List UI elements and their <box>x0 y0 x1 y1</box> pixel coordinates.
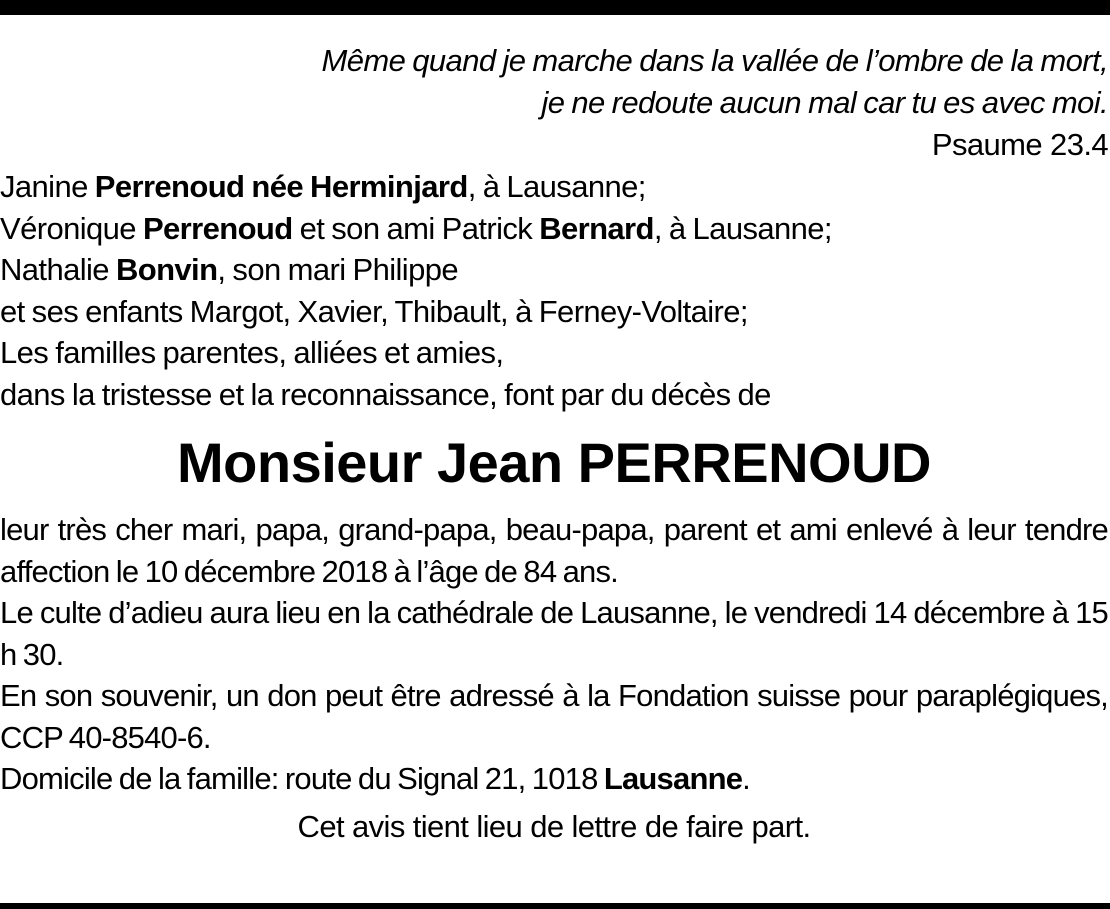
family-line <box>0 208 1108 250</box>
family-text: , à Lausanne; <box>467 169 646 204</box>
address-end: . <box>742 761 750 796</box>
family-text: , à Lausanne; <box>653 210 832 246</box>
family-text: Véronique <box>0 210 143 246</box>
family-list <box>0 166 1108 415</box>
notice-body <box>0 509 1108 800</box>
family-surname: Perrenoud <box>142 210 293 246</box>
family-text: Les familles parentes, alliées et amies, <box>0 335 504 370</box>
scripture-reference: Psaume 23.4 <box>931 127 1108 162</box>
family-line <box>0 249 1108 291</box>
scripture-quote <box>0 40 1108 124</box>
top-rule <box>0 0 1110 15</box>
bottom-rule <box>0 903 1110 909</box>
quote-line-1: Même quand je marche dans la vallée de l’ombre de la mort, <box>321 43 1108 78</box>
family-text: Nathalie <box>0 252 116 287</box>
closing-note: Cet avis tient lieu de lettre de faire part. <box>297 808 811 844</box>
family-text: dans la tristesse et la reconnaissance, font par du décès de <box>0 376 771 412</box>
address-text: Domicile de la famille: route du Signal 21, 1018 <box>0 761 604 796</box>
family-surname: Perrenoud née Herminjard <box>94 169 468 204</box>
family-text: , son mari Philippe <box>217 252 459 287</box>
body-paragraph-4 <box>0 758 1108 800</box>
body-paragraph-3: En son souvenir, un don peut être adressé à la Fondation suisse pour paraplégiques, CCP 40-8540-6. <box>0 678 1108 755</box>
family-text: Janine <box>0 169 95 204</box>
body-paragraph-1: leur très cher mari, papa, grand-papa, beau-papa, parent et ami enlevé à leur tendre affection le 10 décembre 2018 à l’âge de 84 ans. <box>0 512 1108 589</box>
family-line <box>0 291 1108 333</box>
quote-line-2: je ne redoute aucun mal car tu es avec moi. <box>541 85 1108 120</box>
family-surname: Bonvin <box>115 252 218 287</box>
address-city: Lausanne <box>603 761 743 796</box>
family-text: et son ami Patrick <box>292 210 540 246</box>
family-surname: Bernard <box>539 210 654 246</box>
deceased-name: Monsieur Jean PERRENOUD <box>177 431 931 494</box>
family-line <box>0 166 1108 208</box>
family-line <box>0 332 1108 374</box>
family-text: et ses enfants Margot, Xavier, Thibault, à Ferney-Voltaire; <box>0 293 748 329</box>
family-line <box>0 374 1108 416</box>
body-paragraph-2: Le culte d’adieu aura lieu en la cathédrale de Lausanne, le vendredi 14 décembre à 15 h 30. <box>0 595 1108 672</box>
obituary-notice <box>0 40 1108 848</box>
